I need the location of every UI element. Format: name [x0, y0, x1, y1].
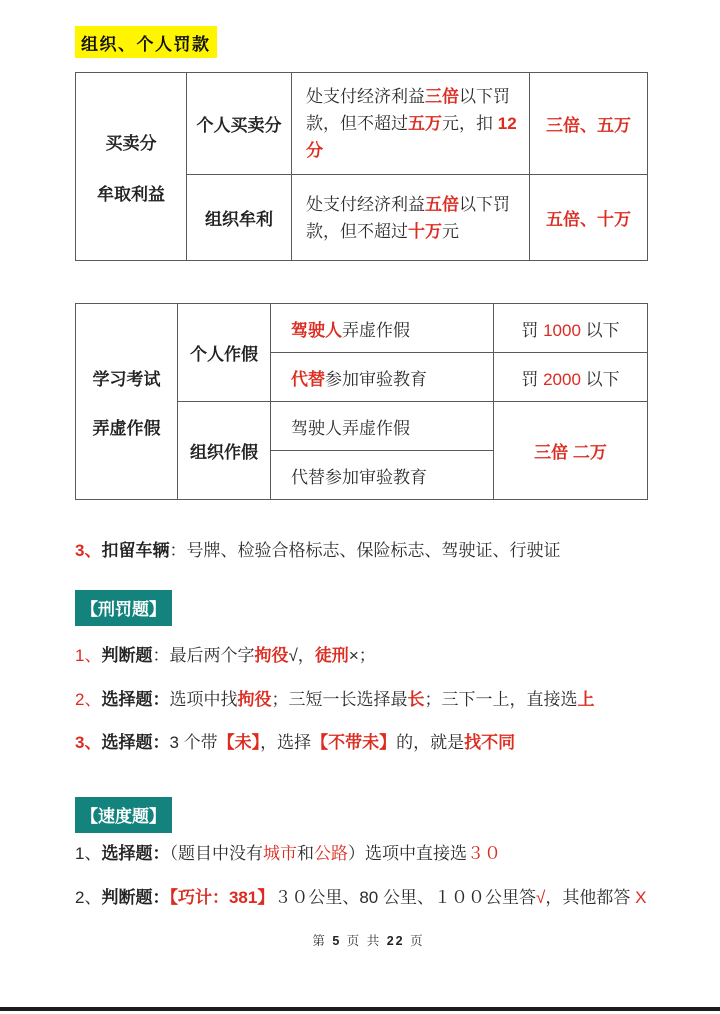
penalty-table-trading-points — [75, 72, 648, 261]
list-item-sudu-1: 1、选择题：（题目中没有城市和公路）选项中直接选３０ — [75, 844, 501, 863]
list-item-xingfa-2: 2、选择题：选项中找拘役；三短一长选择最长；三下一上，直接选上 — [75, 690, 595, 709]
cell-key-org: 五倍、十万 — [530, 175, 648, 261]
row-header-exam-fraud — [76, 304, 178, 500]
penalty-table-exam-fraud — [75, 303, 648, 500]
list-item-xingfa-1: 1、判断题：最后两个字拘役√，徒刑×； — [75, 646, 376, 665]
page-number: 第 5 页 共 22 页 — [312, 934, 425, 948]
cell-desc-driver-fraud: 驾驶人弄虚作假 — [271, 304, 494, 353]
list-item-xingfa-3: 3、选择题：3 个带【未】，选择【不带未】的，就是找不同 — [75, 733, 516, 752]
cell-penalty-2000: 罚 2000 以下 — [494, 353, 648, 402]
table-row — [76, 304, 648, 353]
row-header-line: 学习考试 — [92, 369, 161, 389]
section-badge-sudu: 【速度题】 — [75, 797, 172, 833]
cell-desc-substitute: 代替参加审验教育 — [271, 353, 494, 402]
cell-key-personal: 三倍、五万 — [530, 73, 648, 175]
cell-desc-org: 处支付经济利益五倍以下罚款，但不超过十万元 — [292, 175, 530, 261]
cell-group-personal-fraud: 个人作假 — [178, 304, 271, 402]
cell-type-personal: 个人买卖分 — [187, 73, 292, 175]
row-header-trading-points — [76, 73, 187, 261]
table-row — [76, 73, 648, 175]
cell-desc-driver-fraud-org: 驾驶人弄虚作假 — [271, 402, 494, 451]
row-header-line: 牟取利益 — [97, 184, 165, 204]
note-detained-vehicle: 3、扣留车辆：号牌、检验合格标志、保险标志、驾驶证、行驶证 — [75, 541, 561, 560]
section-badge-xingfa: 【刑罚题】 — [75, 590, 172, 626]
cell-type-org: 组织牟利 — [187, 175, 292, 261]
cell-desc-substitute-org: 代替参加审验教育 — [271, 451, 494, 500]
cell-penalty-merged: 三倍 二万 — [494, 402, 648, 500]
cell-desc-personal: 处支付经济利益三倍以下罚款，但不超过五万元，扣 12 分 — [292, 73, 530, 175]
cell-penalty-1000: 罚 1000 以下 — [494, 304, 648, 353]
row-header-line: 买卖分 — [105, 133, 157, 153]
row-header-line: 弄虚作假 — [92, 418, 161, 438]
list-item-sudu-2: 2、判断题：【巧计：381】３０公里、80 公里、１００公里答√，其他都答 X — [75, 888, 647, 907]
cell-group-org-fraud: 组织作假 — [178, 402, 271, 500]
photo-bottom-edge — [0, 1007, 720, 1011]
page-title: 组织、个人罚款 — [75, 26, 217, 58]
